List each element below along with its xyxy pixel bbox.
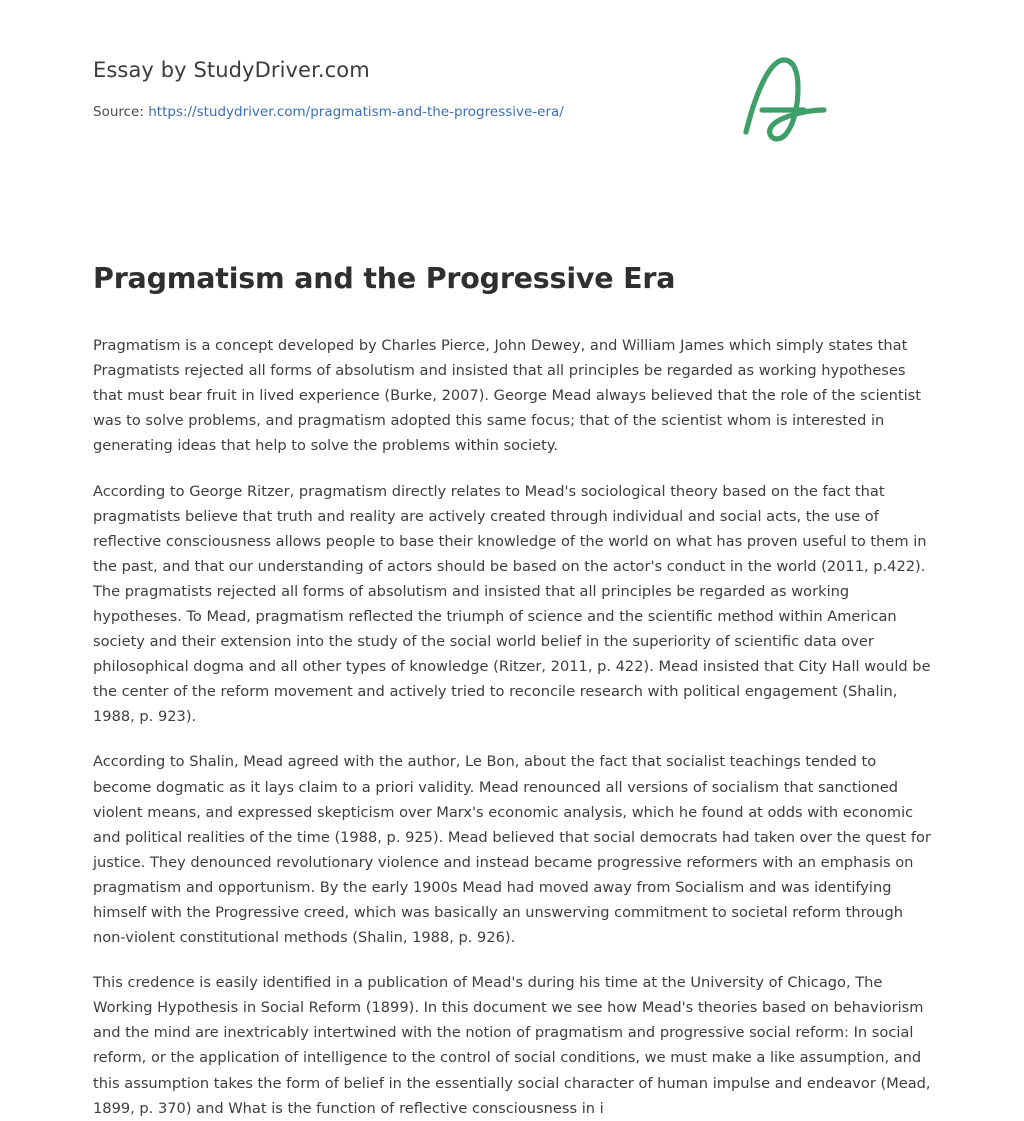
- paragraph: Pragmatism is a concept developed by Charles Pierce, John Dewey, and William James which simply states that Pragmatists rejected all forms of absolutism and insisted that all principles be regarded as working hypotheses that must bear fruit in lived experience (Burke, 2007). George Mead always believed that the role of the scientist was to solve problems, and pragmatism adopted this same focus; that of the scientist whom is interested in generating ideas that help to solve the problems within society.: [93, 337, 921, 455]
- source-url-link[interactable]: https://studydriver.com/pragmatism-and-the-progressive-era/: [148, 104, 564, 120]
- document-body: [93, 333, 931, 1121]
- page-title: Pragmatism and the Progressive Era: [93, 262, 676, 295]
- document-header: [93, 0, 931, 120]
- source-label: Source:: [93, 104, 144, 120]
- studydriver-logo-icon: [728, 48, 838, 144]
- paragraph: According to Shalin, Mead agreed with the author, Le Bon, about the fact that socialist teachings tended to become dogmatic as it lays claim to a priori validity. Mead renounced all versions of socialism that sanctioned violent means, and expressed skepticism over Marx's economic analysis, which he found at odds with economic and political realities of the time (1988, p. 925). Mead believed that social democrats had taken over the quest for justice. They denounced revolutionary violence and instead became progressive reformers with an emphasis on pragmatism and opportunism. By the early 1900s Mead had moved away from Socialism and was identifying himself with the Progressive creed, which was basically an unswerving commitment to societal reform through non-violent constitutional methods (Shalin, 1988, p. 926).: [93, 753, 931, 947]
- paragraph: This credence is easily identified in a publication of Mead's during his time at the University of Chicago, The Working Hypothesis in Social Reform (1899). In this document we see how Mead's theories based on behaviorism and the mind are inextricably intertwined with the notion of pragmatism and progressive social reform: In social reform, or the application of intelligence to the control of social conditions, we must make a like assumption, and this assumption takes the form of belief in the essentially social character of human impulse and endeavor (Mead, 1899, p. 370) and What is the function of reflective consciousness in i: [93, 974, 931, 1117]
- essay-by-label: Essay by StudyDriver.com: [93, 58, 370, 82]
- paragraph: According to George Ritzer, pragmatism directly relates to Mead's sociological theory based on the fact that pragmatists believe that truth and reality are actively created through individual and social acts, the use of reflective consciousness allows people to base their knowledge of the world on what has proven useful to them in the past, and that our understanding of actors should be based on the actor's conduct in the world (2011, p.422). The pragmatists rejected all forms of absolutism and insisted that all principles be regarded as working hypotheses. To Mead, pragmatism reflected the triumph of science and the scientific method within American society and their extension into the study of the social world belief in the superiority of scientific data over philosophical dogma and all other types of knowledge (Ritzer, 2011, p. 422). Mead insisted that City Hall would be the center of the reform movement and actively tried to reconcile research with political engagement (Shalin, 1988, p. 923).: [93, 482, 931, 726]
